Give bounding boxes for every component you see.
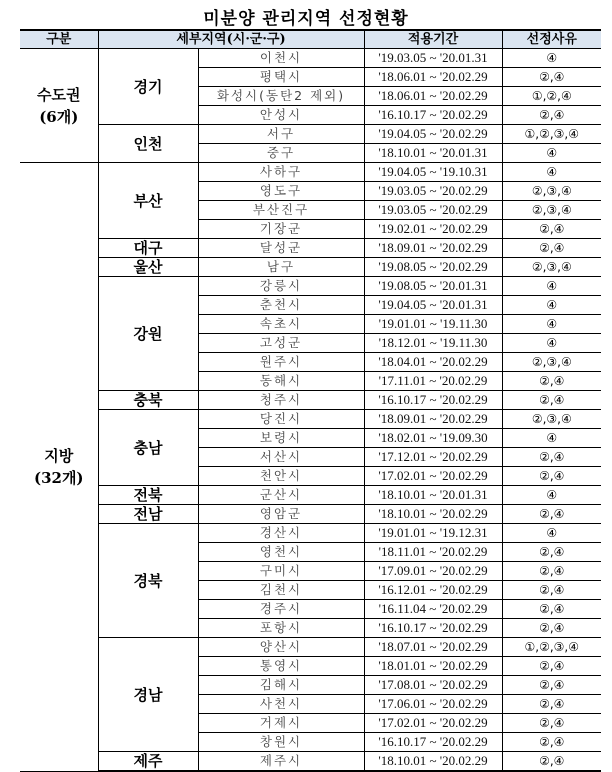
category-count: (32개) [33,468,84,487]
page-title: 미분양 관리지역 선정현황 [203,9,409,29]
period-cell: '19.08.05 ~ '20.02.29 [364,258,502,277]
header-reason: 선정사유 [502,30,601,49]
period-cell: '19.04.05 ~ '20.02.29 [364,125,502,144]
city-cell: 영도구 [198,182,364,201]
period-cell: '16.12.01 ~ '20.02.29 [364,581,502,600]
reason-cell: ②,③,④ [502,258,601,277]
region-cell: 전남 [98,505,198,524]
city-cell: 청주시 [198,391,364,410]
city-cell: 춘천시 [198,296,364,315]
city-cell: 구미시 [198,562,364,581]
period-cell: '19.04.05 ~ '19.10.31 [364,163,502,182]
city-cell: 이천시 [198,49,364,68]
period-cell: '18.09.01 ~ '20.02.29 [364,239,502,258]
period-cell: '19.03.05 ~ '20.01.31 [364,49,502,68]
period-cell: '16.10.17 ~ '20.02.29 [364,391,502,410]
city-cell: 남구 [198,258,364,277]
reason-cell: ④ [502,315,601,334]
designated-areas-table [20,29,601,772]
period-cell: '18.04.01 ~ '20.02.29 [364,353,502,372]
region-cell: 부산 [98,163,198,239]
header-category: 구분 [20,30,98,49]
city-cell: 기장군 [198,220,364,239]
city-cell: 평택시 [198,68,364,87]
table-row [20,524,601,543]
period-cell: '19.08.05 ~ '20.01.31 [364,277,502,296]
period-cell: '16.10.17 ~ '20.02.29 [364,733,502,752]
category-cell [20,49,98,163]
region-cell: 경기 [98,49,198,125]
reason-cell: ②,④ [502,600,601,619]
reason-cell: ④ [502,334,601,353]
region-cell: 제주 [98,752,198,772]
reason-cell: ②,④ [502,714,601,733]
city-cell: 달성군 [198,239,364,258]
table-body [20,49,601,772]
reason-cell: ②,③,④ [502,353,601,372]
table-row [20,239,601,258]
period-cell: '19.01.01 ~ '19.11.30 [364,315,502,334]
reason-cell: ②,④ [502,106,601,125]
reason-cell: ④ [502,296,601,315]
period-cell: '18.10.01 ~ '20.01.31 [364,486,502,505]
reason-cell: ④ [502,49,601,68]
reason-cell: ②,④ [502,657,601,676]
reason-cell: ④ [502,486,601,505]
city-cell: 군산시 [198,486,364,505]
period-cell: '19.03.05 ~ '20.02.29 [364,201,502,220]
region-cell: 인천 [98,125,198,163]
city-cell: 양산시 [198,638,364,657]
period-cell: '18.02.01 ~ '19.09.30 [364,429,502,448]
header-area: 세부지역(시·군·구) [98,30,364,49]
city-cell: 포항시 [198,619,364,638]
table-row [20,125,601,144]
city-cell: 김해시 [198,676,364,695]
period-cell: '18.10.01 ~ '20.01.31 [364,144,502,163]
table-row [20,258,601,277]
city-cell: 강릉시 [198,277,364,296]
city-cell: 부산진구 [198,201,364,220]
region-cell: 울산 [98,258,198,277]
reason-cell: ②,③,④ [502,201,601,220]
reason-cell: ②,④ [502,467,601,486]
period-cell: '17.02.01 ~ '20.02.29 [364,714,502,733]
table-row [20,391,601,410]
city-cell: 원주시 [198,353,364,372]
reason-cell: ④ [502,277,601,296]
region-cell: 대구 [98,239,198,258]
period-cell: '17.12.01 ~ '20.02.29 [364,448,502,467]
reason-cell: ①,②,③,④ [502,125,601,144]
city-cell: 경산시 [198,524,364,543]
city-cell: 안성시 [198,106,364,125]
period-cell: '18.07.01 ~ '20.02.29 [364,638,502,657]
reason-cell: ②,④ [502,562,601,581]
table-row [20,277,601,296]
reason-cell: ②,④ [502,372,601,391]
reason-cell: ②,④ [502,752,601,772]
reason-cell: ②,④ [502,239,601,258]
city-cell: 고성군 [198,334,364,353]
city-cell: 화성시(동탄2 제외) [198,87,364,106]
city-cell: 당진시 [198,410,364,429]
region-cell: 경남 [98,638,198,752]
city-cell: 사하구 [198,163,364,182]
period-cell: '18.10.01 ~ '20.02.29 [364,752,502,772]
period-cell: '19.03.05 ~ '20.02.29 [364,182,502,201]
reason-cell: ②,④ [502,695,601,714]
table-row [20,505,601,524]
period-cell: '17.06.01 ~ '20.02.29 [364,695,502,714]
period-cell: '17.08.01 ~ '20.02.29 [364,676,502,695]
reason-cell: ④ [502,429,601,448]
city-cell: 서산시 [198,448,364,467]
period-cell: '16.11.04 ~ '20.02.29 [364,600,502,619]
region-cell: 전북 [98,486,198,505]
city-cell: 사천시 [198,695,364,714]
reason-cell: ②,③,④ [502,182,601,201]
city-cell: 창원시 [198,733,364,752]
reason-cell: ②,④ [502,581,601,600]
period-cell: '19.01.01 ~ '19.12.31 [364,524,502,543]
period-cell: '19.04.05 ~ '20.01.31 [364,296,502,315]
period-cell: '18.10.01 ~ '20.02.29 [364,505,502,524]
reason-cell: ②,④ [502,505,601,524]
period-cell: '16.10.17 ~ '20.02.29 [364,619,502,638]
city-cell: 경주시 [198,600,364,619]
city-cell: 천안시 [198,467,364,486]
period-cell: '17.09.01 ~ '20.02.29 [364,562,502,581]
reason-cell: ②,④ [502,733,601,752]
header-period: 적용기간 [364,30,502,49]
region-cell: 충북 [98,391,198,410]
city-cell: 거제시 [198,714,364,733]
city-cell: 김천시 [198,581,364,600]
table-row [20,486,601,505]
period-cell: '17.02.01 ~ '20.02.29 [364,467,502,486]
city-cell: 속초시 [198,315,364,334]
period-cell: '17.11.01 ~ '20.02.29 [364,372,502,391]
reason-cell: ②,④ [502,543,601,562]
reason-cell: ②,④ [502,619,601,638]
city-cell: 제주시 [198,752,364,772]
city-cell: 동해시 [198,372,364,391]
period-cell: '19.02.01 ~ '20.02.29 [364,220,502,239]
table-row [20,49,601,68]
period-cell: '16.10.17 ~ '20.02.29 [364,106,502,125]
category-count: (6개) [39,107,79,126]
region-cell: 충남 [98,410,198,486]
region-cell: 경북 [98,524,198,638]
period-cell: '18.01.01 ~ '20.02.29 [364,657,502,676]
city-cell: 영천시 [198,543,364,562]
category-name: 지방 [44,446,74,465]
table-header-row [20,30,601,49]
table-row [20,410,601,429]
reason-cell: ①,②,④ [502,87,601,106]
reason-cell: ④ [502,524,601,543]
period-cell: '18.06.01 ~ '20.02.29 [364,87,502,106]
reason-cell: ②,④ [502,391,601,410]
category-cell [20,163,98,772]
city-cell: 보령시 [198,429,364,448]
reason-cell: ④ [502,144,601,163]
table-row [20,638,601,657]
period-cell: '18.12.01 ~ '19.11.30 [364,334,502,353]
reason-cell: ②,③,④ [502,410,601,429]
reason-cell: ②,④ [502,220,601,239]
reason-cell: ②,④ [502,676,601,695]
reason-cell: ①,②,③,④ [502,638,601,657]
reason-cell: ②,④ [502,448,601,467]
city-cell: 서구 [198,125,364,144]
reason-cell: ②,④ [502,68,601,87]
region-cell: 강원 [98,277,198,391]
period-cell: '18.09.01 ~ '20.02.29 [364,410,502,429]
category-name: 수도권 [37,85,81,104]
period-cell: '18.11.01 ~ '20.02.29 [364,543,502,562]
table-row [20,752,601,772]
city-cell: 중구 [198,144,364,163]
city-cell: 영암군 [198,505,364,524]
city-cell: 통영시 [198,657,364,676]
period-cell: '18.06.01 ~ '20.02.29 [364,68,502,87]
reason-cell: ④ [502,163,601,182]
table-row [20,163,601,182]
